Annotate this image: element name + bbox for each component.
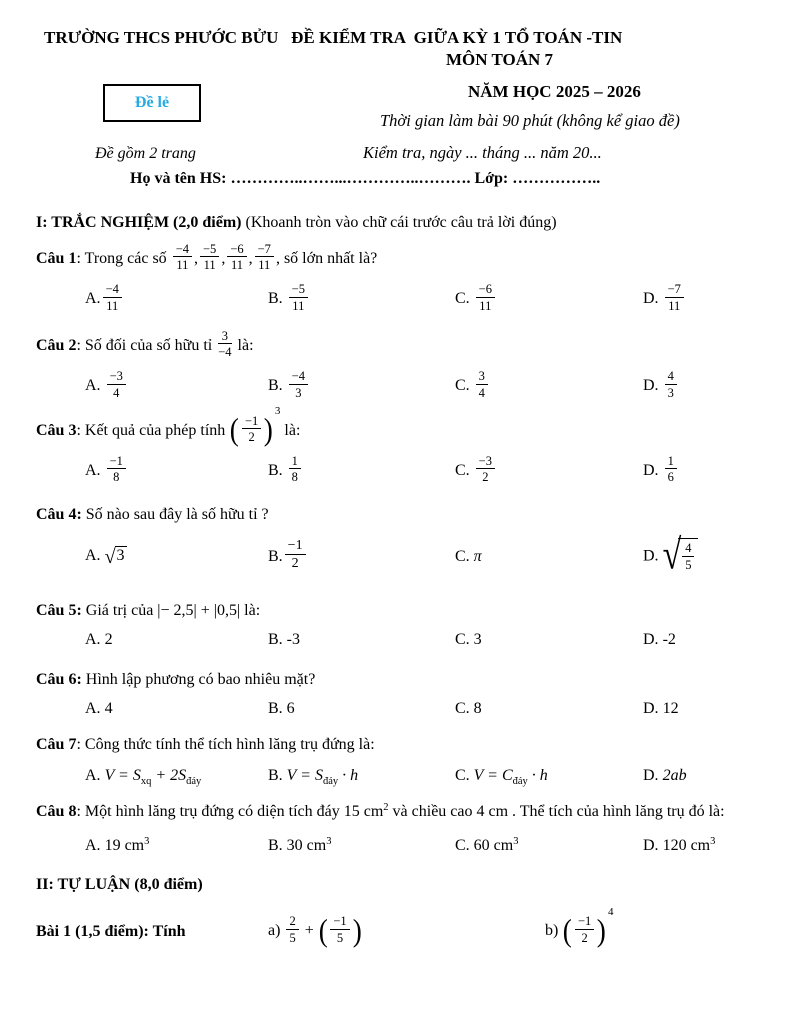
question-7-text: : Công thức tính thể tích hình lăng trụ đứng là: — [76, 736, 375, 754]
exercise-1-part-a: a) $\frac{2}{5}$ + ( $\frac{-1}{5}$ ) — [268, 911, 362, 948]
question-1-options — [85, 279, 756, 321]
option-a: A. √3 — [85, 545, 125, 568]
option-b: B. $\frac{-1}{2}$ — [268, 540, 455, 574]
question-3-label: Câu 3 — [36, 421, 77, 439]
fraction: $\frac{3}{4}$ — [476, 369, 488, 400]
fraction: $\frac{-1}{2}$ — [242, 414, 261, 445]
question-5-stem — [36, 602, 756, 620]
option-c: C. 3 — [455, 631, 482, 649]
section-1-heading: I: TRẮC NGHIỆM (2,0 điểm) — [36, 214, 242, 231]
question-2-text-end: là: — [233, 336, 254, 354]
question-7 — [36, 736, 756, 791]
date-note: Kiểm tra, ngày ... tháng ... năm 20... — [363, 143, 602, 162]
square-root: √ $\frac{4}{5}$ — [663, 538, 699, 572]
option-b: B. 30 $cm^3$ — [268, 836, 332, 855]
option-a: A. 4 — [85, 700, 113, 718]
question-8-text-end: và chiều cao 4 cm . Thể tích của hình lăng trụ đó là: — [388, 803, 725, 821]
fraction: $\frac{-1}{2}$ — [285, 538, 306, 572]
section-2-title — [36, 876, 756, 894]
fraction: $\frac{-6}{11}$ — [476, 282, 495, 313]
separator: , — [194, 250, 198, 268]
fraction: $\frac{1}{8}$ — [289, 454, 301, 485]
option-c: C. $\frac{-3}{2}$ — [455, 456, 643, 487]
square-root: √3 — [104, 545, 125, 568]
option-a: A. 19 $cm^3$ — [85, 836, 150, 855]
option-d: D. $\frac{-7}{11}$ — [643, 284, 756, 315]
question-8-text: : Một hình lăng trụ đứng có diện tích đáy 15 cm — [76, 803, 384, 821]
option-c: C. 8 — [455, 700, 482, 718]
fraction: $\frac{-1}{2}$ — [575, 914, 594, 945]
school-and-exam-title: TRƯỜNG THCS PHƯỚC BỬU ĐỀ KIỂM TRA GIỮA KỲ 1 TỔ TOÁN -TIN — [44, 28, 623, 47]
plus-operator: + — [300, 922, 318, 940]
fraction: $\frac{-7}{11}$ — [665, 282, 684, 313]
pi-symbol: π — [473, 548, 482, 566]
option-b: B. -3 — [268, 631, 300, 649]
question-1-text-end: số lớn nhất là? — [279, 250, 378, 268]
option-c: C. $\frac{3}{4}$ — [455, 371, 643, 402]
question-1-text: : Trong các số — [76, 250, 171, 268]
option-d: D. √ $\frac{4}{5}$ — [643, 540, 756, 574]
separator: , — [248, 250, 253, 268]
fraction: $\frac{-4}{11}$ — [173, 242, 192, 273]
separator: , — [221, 250, 226, 268]
option-b: B. $\frac{-4}{3}$ — [268, 371, 455, 402]
section-1-title — [36, 214, 756, 232]
option-b: B. $V = S_{đáy} \cdot h$ — [268, 767, 359, 788]
question-6-text: Hình lập phương có bao nhiêu mặt? — [81, 671, 316, 689]
fraction: $\frac{-5}{11}$ — [289, 282, 308, 313]
question-6-options — [85, 696, 756, 722]
question-7-stem — [36, 736, 756, 754]
question-1-stem — [36, 244, 756, 275]
question-2-label: Câu 2 — [36, 336, 77, 354]
question-4 — [36, 506, 756, 582]
question-7-options — [85, 763, 756, 791]
fraction: $\frac{-3}{2}$ — [476, 454, 495, 485]
option-b: B. 6 — [268, 700, 295, 718]
radical-icon: √ — [104, 545, 116, 568]
question-3-text: : Kết quả của phép tính — [76, 421, 230, 439]
option-b: B. $\frac{-5}{11}$ — [268, 284, 455, 315]
class-label: Lớp: — [474, 170, 509, 187]
duration-note: Thời gian làm bài 90 phút (không kể giao đề) — [380, 111, 680, 130]
question-5-text: Giá trị của |− 2,5| + |0,5| là: — [81, 602, 261, 620]
question-3-stem: Câu 3: Kết quả của phép tính ( $\frac{-1}{2}$ ) $^3$ là: — [36, 405, 301, 447]
fraction: $\frac{-1}{8}$ — [107, 454, 126, 485]
fraction: $\frac{1}{6}$ — [665, 454, 677, 485]
option-a: A. $\frac{-1}{8}$ — [85, 456, 268, 487]
exponent: 2 — [383, 802, 389, 814]
part-a-label: a) — [268, 922, 285, 940]
question-8-label: Câu 8 — [36, 803, 77, 821]
question-8 — [36, 801, 756, 860]
student-name-dots: …………..……...…………..………. — [226, 170, 475, 187]
question-8-stem — [36, 801, 756, 823]
option-a: A. $\frac{-4}{11}$ — [85, 284, 268, 315]
option-a: A. $\frac{-3}{4}$ — [85, 371, 268, 402]
exercise-1-label: Bài 1 (1,5 điểm): Tính — [36, 922, 186, 940]
question-4-label: Câu 4: — [36, 506, 82, 524]
question-2-stem — [36, 328, 756, 362]
question-3 — [36, 405, 756, 493]
fraction: $\frac{-1}{5}$ — [330, 914, 349, 945]
question-2-text: : Số đối của số hữu tỉ — [76, 336, 217, 354]
class-dots: …………….. — [508, 170, 601, 187]
fraction: $\frac{-5}{11}$ — [200, 242, 219, 273]
option-a: A. $V = S_{xq} + 2S_{đáy}$ — [85, 767, 202, 788]
question-2-options — [85, 366, 756, 408]
exercise-1 — [36, 906, 756, 954]
option-d: D. $\frac{4}{3}$ — [643, 371, 756, 402]
option-d: D. 120 $cm^3$ — [643, 836, 716, 855]
exam-header — [0, 0, 792, 200]
question-1-label: Câu 1 — [36, 250, 77, 268]
option-c: C. 60 $cm^3$ — [455, 836, 519, 855]
option-d: D. 12 — [643, 700, 679, 718]
option-d: D. -2 — [643, 631, 676, 649]
fraction: $\frac{-6}{11}$ — [227, 242, 246, 273]
question-4-stem — [36, 506, 756, 524]
exam-variant-box — [103, 84, 201, 122]
fraction: $\frac{-3}{4}$ — [107, 369, 126, 400]
question-5-label: Câu 5: — [36, 602, 82, 620]
student-name-label: Họ và tên HS: — [130, 170, 227, 187]
question-5 — [36, 602, 756, 653]
question-8-options — [85, 832, 756, 860]
option-b: B. $\frac{1}{8}$ — [268, 456, 455, 487]
fraction: $\frac{-4}{3}$ — [289, 369, 308, 400]
fraction: $\frac{3}{-4}$ — [218, 328, 232, 360]
exponent: 4 — [607, 906, 614, 919]
separator: , — [275, 250, 280, 268]
question-4-text: Số nào sau đây là số hữu tỉ ? — [81, 506, 269, 524]
pages-note: Đề gồm 2 trang — [95, 145, 196, 162]
option-d: D. 2ab — [643, 767, 687, 785]
question-3-text-end: là: — [280, 421, 301, 439]
section-1-note: (Khoanh tròn vào chữ cái trước câu trả lời đúng) — [241, 214, 557, 231]
fraction: $\frac{2}{5}$ — [286, 914, 298, 945]
option-d: D. $\frac{1}{6}$ — [643, 456, 756, 487]
student-name-line — [130, 170, 600, 188]
fraction: $\frac{-7}{11}$ — [255, 242, 274, 273]
question-1 — [36, 244, 756, 321]
exercise-1-part-b: b) ( $\frac{-1}{2}$ ) $^4$ — [545, 906, 614, 948]
question-2 — [36, 328, 756, 408]
option-c: C. $\frac{-6}{11}$ — [455, 284, 643, 315]
part-b-label: b) — [545, 922, 563, 940]
question-5-options — [85, 627, 756, 653]
exponent: 3 — [274, 405, 281, 418]
fraction: $\frac{4}{3}$ — [665, 369, 677, 400]
option-c: C. $V = C_{đáy} \cdot h$ — [455, 767, 548, 788]
question-4-options — [85, 532, 756, 582]
question-3-options — [85, 450, 756, 492]
option-a: A. 2 — [85, 631, 113, 649]
question-7-label: Câu 7 — [36, 736, 77, 754]
exam-body — [0, 214, 792, 954]
subject-title: MÔN TOÁN 7 — [446, 50, 554, 69]
question-6-stem — [36, 671, 756, 689]
option-c: C. π — [455, 548, 482, 566]
section-2-heading: II: TỰ LUẬN (8,0 điểm) — [36, 875, 203, 893]
question-6 — [36, 671, 756, 722]
question-6-label: Câu 6: — [36, 671, 82, 689]
fraction: $\frac{4}{5}$ — [682, 541, 694, 572]
school-year: NĂM HỌC 2025 – 2026 — [468, 82, 641, 101]
fraction: $\frac{-4}{11}$ — [103, 282, 122, 313]
exam-variant-label: Đề lẻ — [134, 94, 170, 111]
